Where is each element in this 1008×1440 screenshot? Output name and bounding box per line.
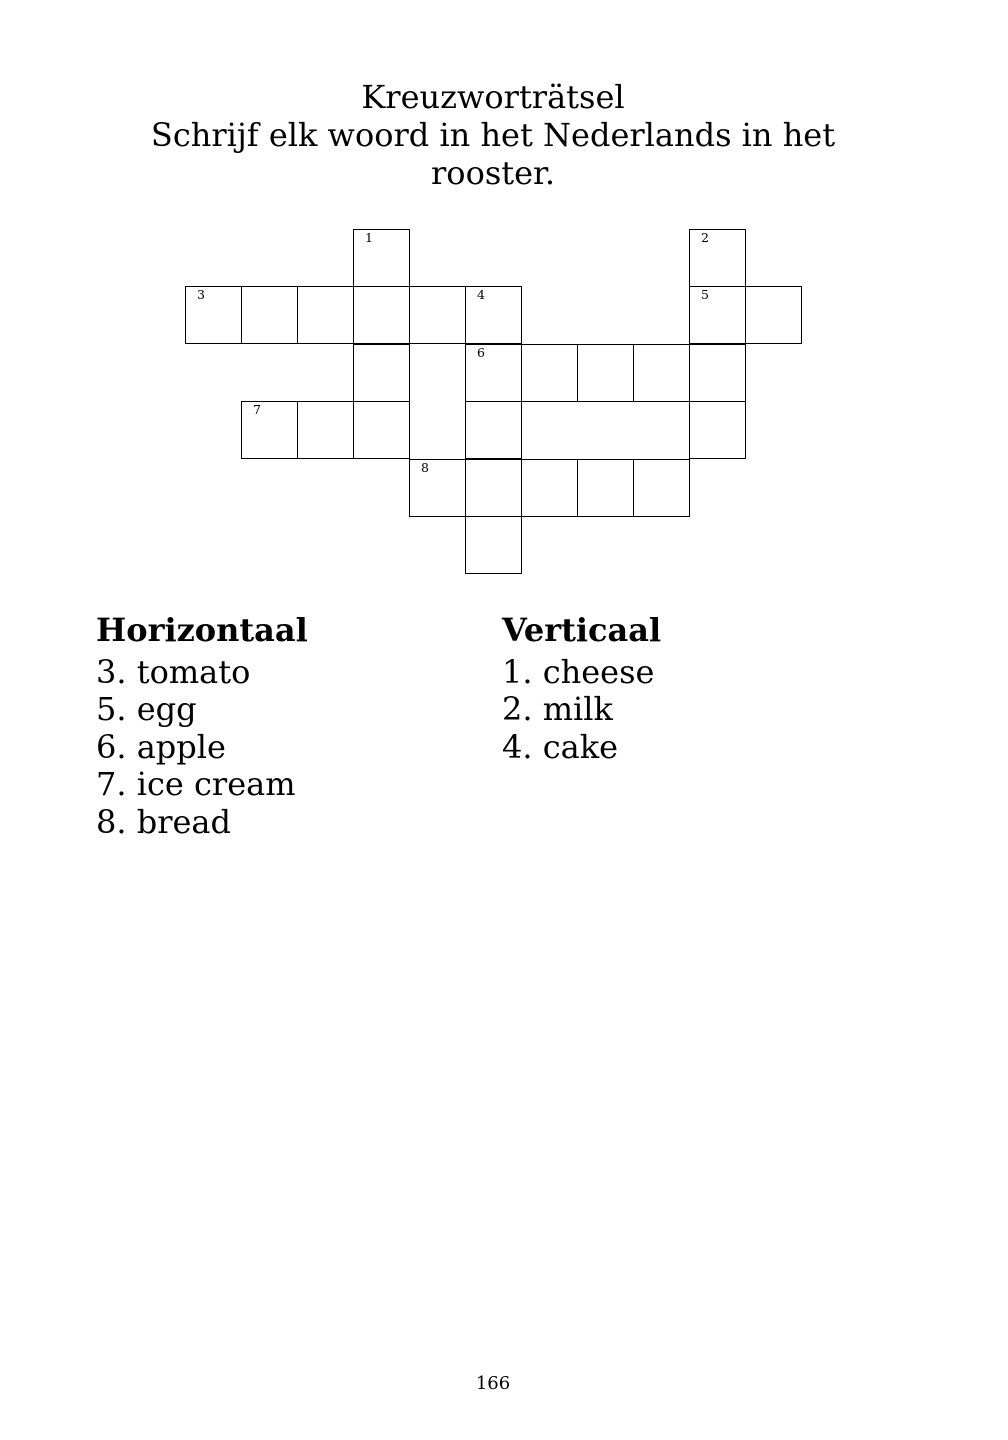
- down-heading: Verticaal: [502, 611, 662, 649]
- crossword-cell[interactable]: [689, 344, 746, 402]
- crossword-cell[interactable]: [521, 344, 578, 402]
- clue-item: 6. apple: [96, 727, 226, 766]
- crossword-cell[interactable]: [633, 459, 690, 517]
- crossword-cell[interactable]: [633, 344, 690, 402]
- crossword-cell[interactable]: [353, 401, 410, 459]
- crossword-cell[interactable]: [241, 286, 298, 344]
- crossword-cell[interactable]: [185, 286, 242, 344]
- crossword-cell[interactable]: [745, 286, 802, 344]
- cell-number: 8: [421, 459, 429, 475]
- crossword-cell[interactable]: [353, 286, 410, 344]
- across-heading: Horizontaal: [96, 611, 308, 649]
- page-header: [0, 78, 986, 192]
- clue-item: 3. tomato: [96, 652, 251, 691]
- cell-number: 4: [477, 287, 485, 303]
- down-clues: [502, 612, 661, 766]
- crossword-cell[interactable]: [241, 401, 298, 459]
- crossword-cell[interactable]: [689, 286, 746, 344]
- clue-item: 8. bread: [96, 802, 231, 841]
- crossword-cell[interactable]: [409, 286, 466, 344]
- cell-number: 2: [701, 230, 709, 245]
- crossword-cell[interactable]: [409, 459, 466, 517]
- crossword-cell[interactable]: [297, 286, 354, 344]
- cell-number: 7: [253, 402, 261, 418]
- page-title: Kreuzworträtsel: [361, 78, 625, 116]
- clue-item: 2. milk: [502, 690, 613, 728]
- crossword-cell[interactable]: [689, 401, 746, 459]
- cell-number: 3: [197, 287, 205, 303]
- crossword-cell[interactable]: [465, 401, 522, 459]
- clue-item: 7. ice cream: [96, 765, 296, 803]
- crossword-cell[interactable]: [689, 229, 746, 287]
- crossword-cell[interactable]: [465, 344, 522, 402]
- crossword-cell[interactable]: [577, 459, 634, 517]
- crossword-cell[interactable]: [353, 344, 410, 402]
- crossword-cell[interactable]: [577, 344, 634, 402]
- clue-item: 1. cheese: [502, 652, 655, 691]
- clue-item: 4. cake: [502, 727, 619, 766]
- crossword-cell[interactable]: [465, 516, 522, 574]
- cell-number: 6: [477, 344, 485, 360]
- crossword-cell[interactable]: [465, 459, 522, 517]
- page-number: 166: [475, 1373, 511, 1394]
- crossword-cell[interactable]: [521, 459, 578, 517]
- clue-item: 5. egg: [96, 690, 197, 728]
- crossword-cell[interactable]: [297, 401, 354, 459]
- page-instructions: Schrijf elk woord in het Nederlands in het rooster.: [150, 116, 836, 192]
- cell-number: 5: [701, 287, 709, 303]
- cell-number: 1: [365, 230, 373, 245]
- crossword-cell[interactable]: [465, 286, 522, 344]
- crossword-cell[interactable]: [353, 229, 410, 287]
- across-clues: [96, 612, 308, 841]
